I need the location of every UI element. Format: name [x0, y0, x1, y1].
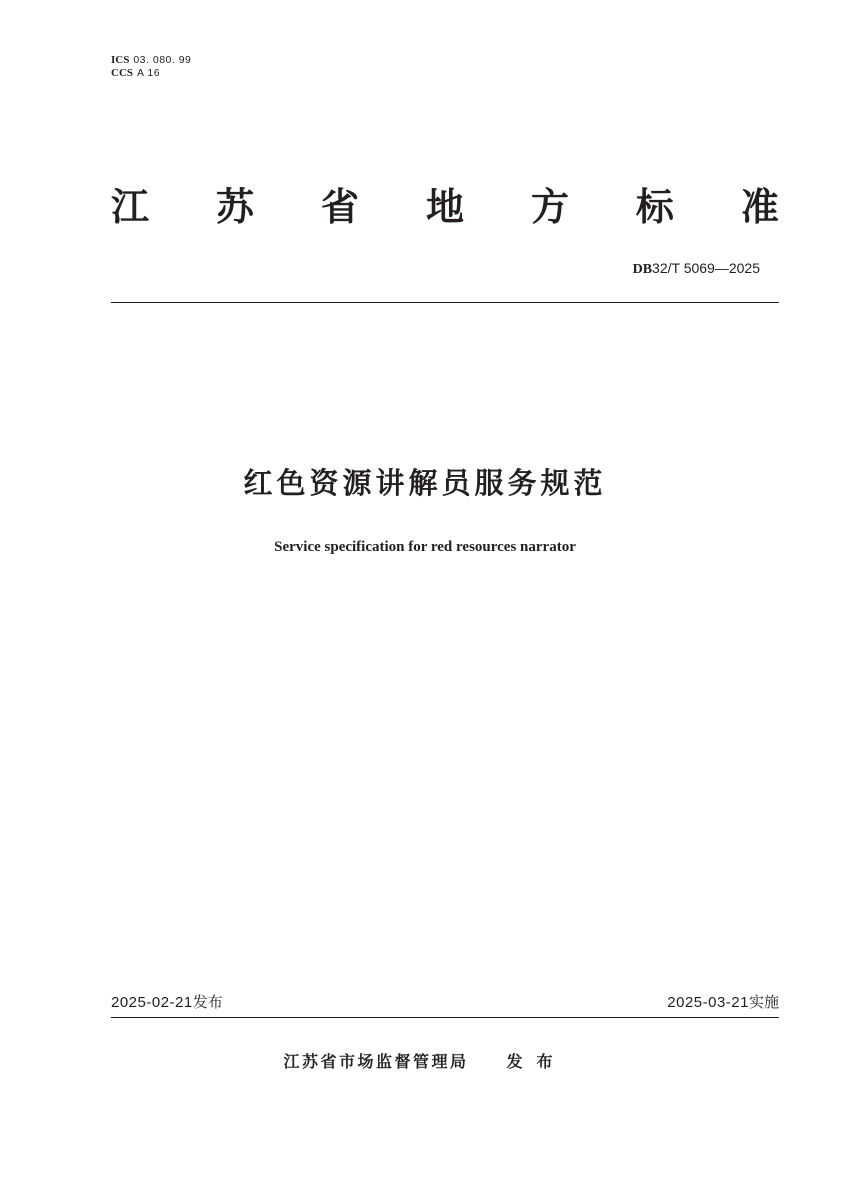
ics-value: 03. 080. 99 — [133, 54, 192, 66]
publisher — [0, 1050, 850, 1074]
standard-type-char: 标 — [635, 185, 674, 229]
issue-date-value: 2025-02-21 — [111, 994, 193, 1011]
ics-classification — [111, 53, 191, 67]
ccs-value: A 16 — [137, 67, 161, 79]
standard-number-prefix: DB — [632, 262, 653, 277]
document-title-chinese: 红色资源讲解员服务规范 — [243, 466, 607, 500]
implementation-date — [667, 992, 779, 1013]
standard-type-char: 江 — [111, 185, 150, 229]
issue-date-label: 发布 — [192, 993, 223, 1011]
ccs-classification — [111, 66, 160, 80]
standard-type-char: 地 — [425, 185, 464, 229]
standard-type-char: 苏 — [215, 185, 254, 229]
standard-number — [633, 259, 760, 279]
implementation-date-value: 2025-03-21 — [667, 994, 749, 1011]
publisher-name: 江苏省市场监督管理局 — [283, 1052, 469, 1071]
standard-number-value: 32/T 5069—2025 — [652, 260, 760, 276]
ics-label: ICS — [111, 54, 130, 66]
standard-type-char: 方 — [530, 185, 569, 229]
standard-type-heading — [111, 180, 779, 234]
publisher-action: 发布 — [506, 1052, 567, 1071]
issue-date — [111, 992, 223, 1013]
standard-type-char: 省 — [320, 185, 359, 229]
implementation-date-label: 实施 — [748, 993, 779, 1011]
top-divider — [111, 302, 779, 303]
bottom-divider — [111, 1017, 779, 1018]
standard-type-char: 准 — [740, 185, 779, 229]
ccs-label: CCS — [111, 67, 134, 79]
document-title-english: Service specification for red resources narrator — [274, 539, 576, 555]
